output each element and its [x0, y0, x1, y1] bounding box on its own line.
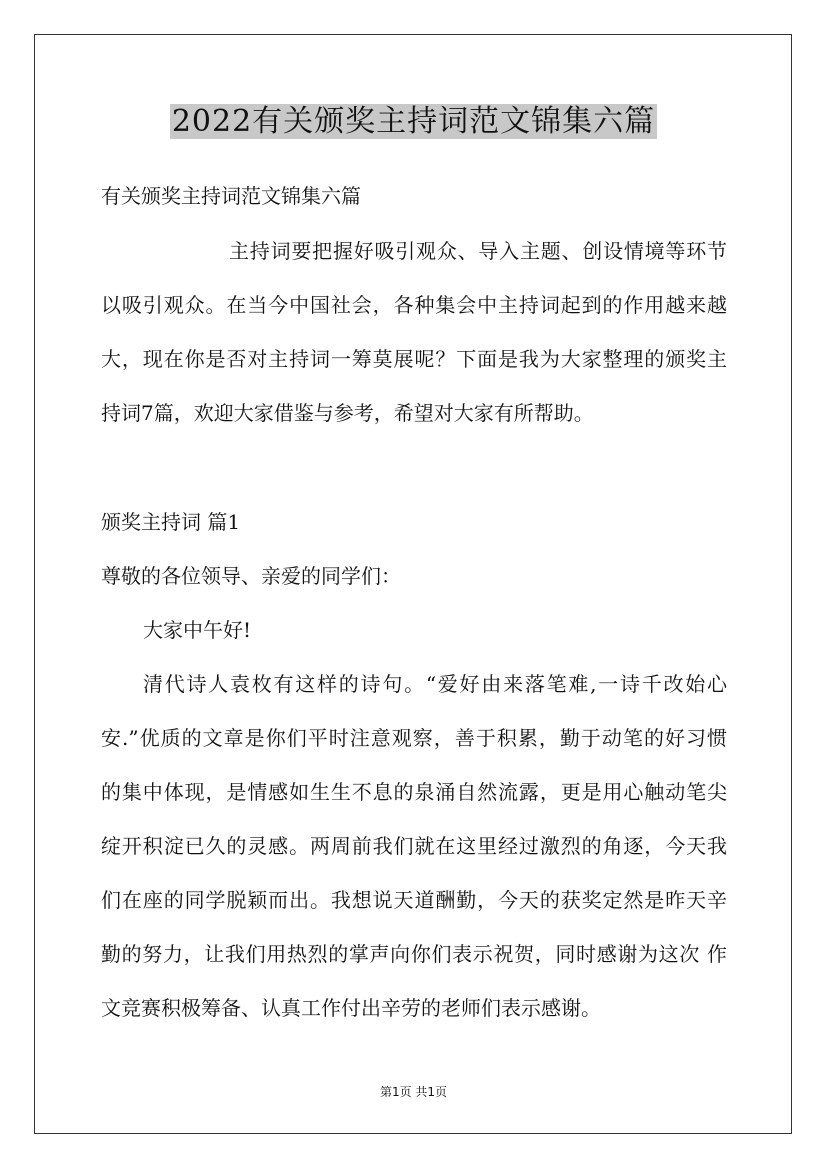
- body-line-5: 们在座的同学脱颖而出。我想说天道酬勤，今天的获奖定然是昨天辛: [101, 888, 727, 912]
- intro-line-2: 以吸引观众。在当今中国社会，各种集会中主持词起到的作用越来越: [101, 293, 727, 317]
- greeting: 大家中午好!: [143, 618, 252, 642]
- intro-line-3: 大，现在你是否对主持词一筹莫展呢？下面是我为大家整理的颁奖主: [101, 347, 727, 371]
- section-heading: 颁奖主持词 篇1: [101, 510, 241, 534]
- salutation: 尊敬的各位领导、亲爱的同学们：: [101, 564, 401, 588]
- document-title-text: 2022有关颁奖主持词范文锦集六篇: [171, 104, 656, 139]
- body-line-2: 安.”优质的文章是你们平时注意观察，善于积累，勤于动笔的好习惯: [101, 726, 727, 750]
- body-line-7: 文竞赛积极筹备、认真工作付出辛劳的老师们表示感谢。: [101, 996, 601, 1020]
- body-line-4: 绽开积淀已久的灵感。两周前我们就在这里经过激烈的角逐，今天我: [101, 834, 727, 858]
- body-line-6: 勤的努力，让我们用热烈的掌声向你们表示祝贺，同时感谢为这次 作: [101, 942, 727, 966]
- document-title: [0, 100, 827, 144]
- page-footer: 第1页 共1页: [379, 1085, 448, 1099]
- intro-line-1: 主持词要把握好吸引观众、导入主题、创设情境等环节: [229, 239, 727, 263]
- body-line-3: 的集中体现，是情感如生生不息的泉涌自然流露，更是用心触动笔尖: [101, 780, 727, 804]
- intro-line-4: 持词7篇，欢迎大家借鉴与参考，希望对大家有所帮助。: [101, 401, 594, 425]
- body-line-1: 清代诗人袁枚有这样的诗句。“爱好由来落笔难,一诗千改始心: [143, 672, 727, 696]
- document-subtitle: 有关颁奖主持词范文锦集六篇: [101, 184, 361, 208]
